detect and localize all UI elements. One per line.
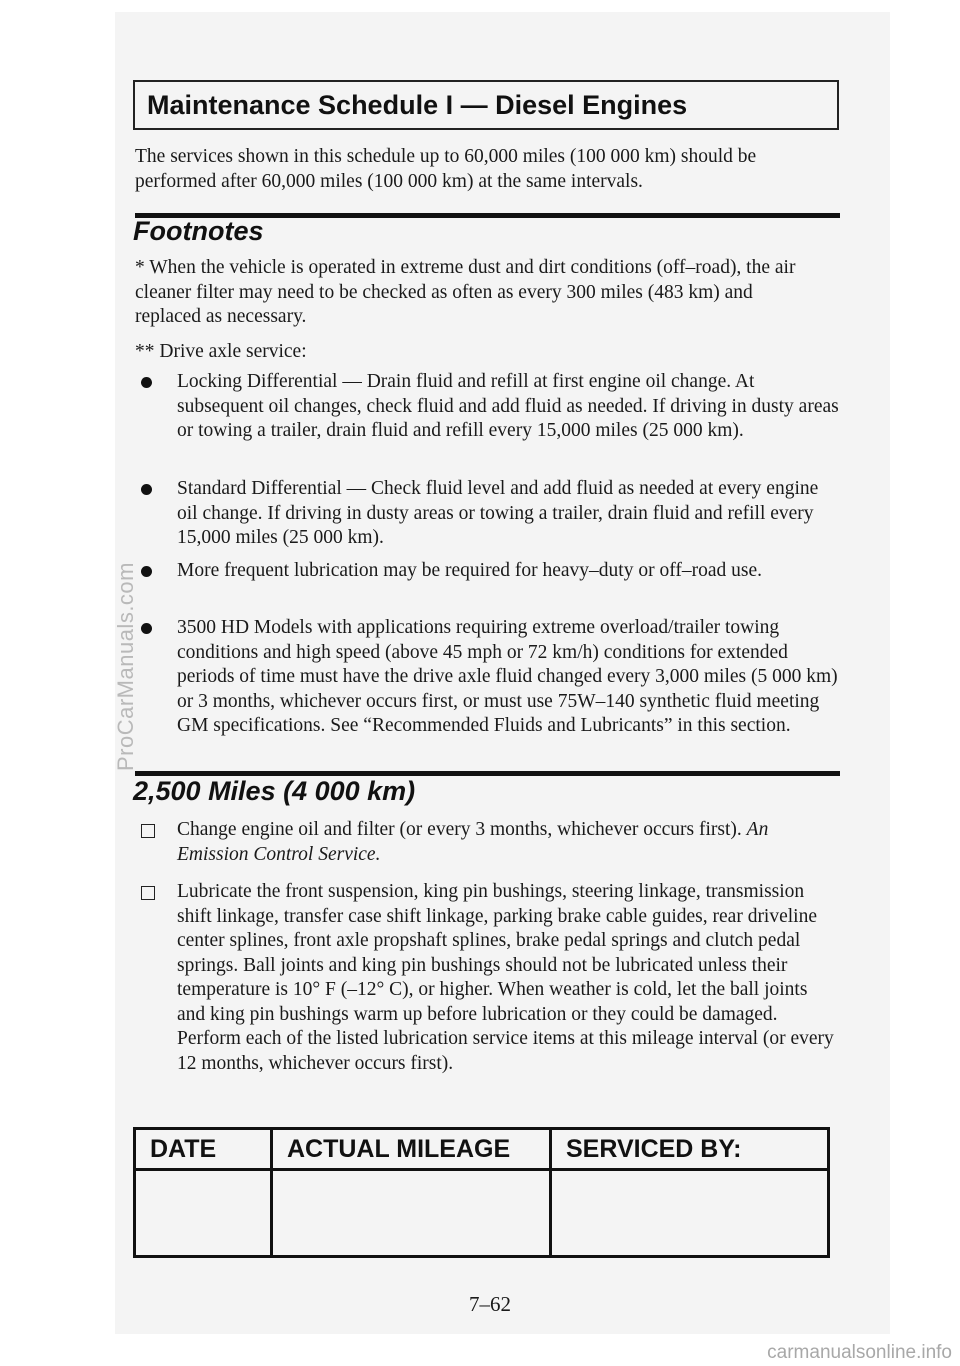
date-header: DATE: [135, 1129, 272, 1170]
checklist-text: [177, 818, 840, 867]
bullet-item: [135, 370, 840, 444]
checklist-text-main: Change engine oil and filter (or every 3 months, whichever occurs first).: [177, 819, 747, 840]
footnote-2: ** Drive axle service:: [135, 341, 307, 362]
actual-mileage-cell[interactable]: [272, 1170, 551, 1257]
bullet-text: 3500 HD Models with applications requiring extreme overload/trailer towing conditions and high speed (above 45 mph or 72 km/h) conditions for extended periods of time must have the drive axle fluid changed every 3,000 miles (5 000 km) or 3 months, whichever occurs first, or must use 75W–140 synthetic fluid meeting GM specifications. See “Recommended Fluids and Lubricants” in this section.: [177, 617, 838, 736]
date-cell[interactable]: [135, 1170, 272, 1257]
bullet-text: More frequent lubrication may be required for heavy–duty or off–road use.: [177, 560, 762, 581]
bullet-icon: [141, 377, 152, 388]
checklist-item: [135, 818, 840, 867]
bullet-item: [135, 559, 840, 584]
schedule-title: Maintenance Schedule I — Diesel Engines: [147, 90, 688, 120]
footnotes-title: Footnotes: [133, 216, 264, 246]
bottom-watermark: carmanualsonline.info: [767, 1342, 952, 1363]
bullet-text: Standard Differential — Check fluid level and add fluid as needed at every engine oil change. If driving in dusty areas or towing a trailer, drain fluid and refill every 15,000 miles (25 000 km).: [177, 478, 819, 548]
side-watermark: ProCarManuals.com: [113, 562, 138, 772]
checklist-item: [135, 880, 840, 1076]
bullet-icon: [141, 566, 152, 577]
bullet-icon: [141, 484, 152, 495]
bullet-item: [135, 616, 840, 739]
checkbox-icon[interactable]: [141, 886, 155, 900]
emission-control-note: An Emission Control Service.: [177, 819, 769, 865]
intro-paragraph: The services shown in this schedule up to 60,000 miles (100 000 km) should be performed after 60,000 miles (100 000 km) at the same intervals.: [135, 146, 757, 192]
bullet-text: Locking Differential — Drain fluid and refill at first engine oil change. At subsequent oil changes, check fluid and add fluid as needed. If driving in dusty areas or towing a trailer, drain fluid and refill every 15,000 miles (25 000 km).: [177, 371, 839, 441]
service-record-table: [133, 1127, 830, 1258]
checkbox-icon[interactable]: [141, 824, 155, 838]
schedule-header-box: [133, 80, 839, 130]
checklist-text: Lubricate the front suspension, king pin bushings, steering linkage, transmission shift linkage, transfer case shift linkage, parking brake cable guides, rear driveline center splines, front axle propshaft splines, brake pedal springs and clutch pedal springs. Ball joints and king pin bushings should not be lubricated unless their temperature is 10° F (–12° C), or higher. When weather is cold, let the ball joints and king pin bushings warm up before lubrication or they could be damaged. Perform each of the listed lubrication service items at this mileage interval (or every 12 months, whichever occurs first).: [177, 881, 834, 1074]
bullet-icon: [141, 623, 152, 634]
serviced-by-header: SERVICED BY:: [551, 1129, 829, 1170]
bullet-item: [135, 477, 840, 551]
serviced-by-cell[interactable]: [551, 1170, 829, 1257]
actual-mileage-header: ACTUAL MILEAGE: [272, 1129, 551, 1170]
mileage-section-title: 2,500 Miles (4 000 km): [133, 776, 416, 806]
footnote-1: * When the vehicle is operated in extreme dust and dirt conditions (off–road), the air cleaner filter may need to be checked as often as every 300 miles (483 km) and replaced as necessary.: [135, 257, 796, 327]
page-number: 7–62: [469, 1292, 511, 1316]
